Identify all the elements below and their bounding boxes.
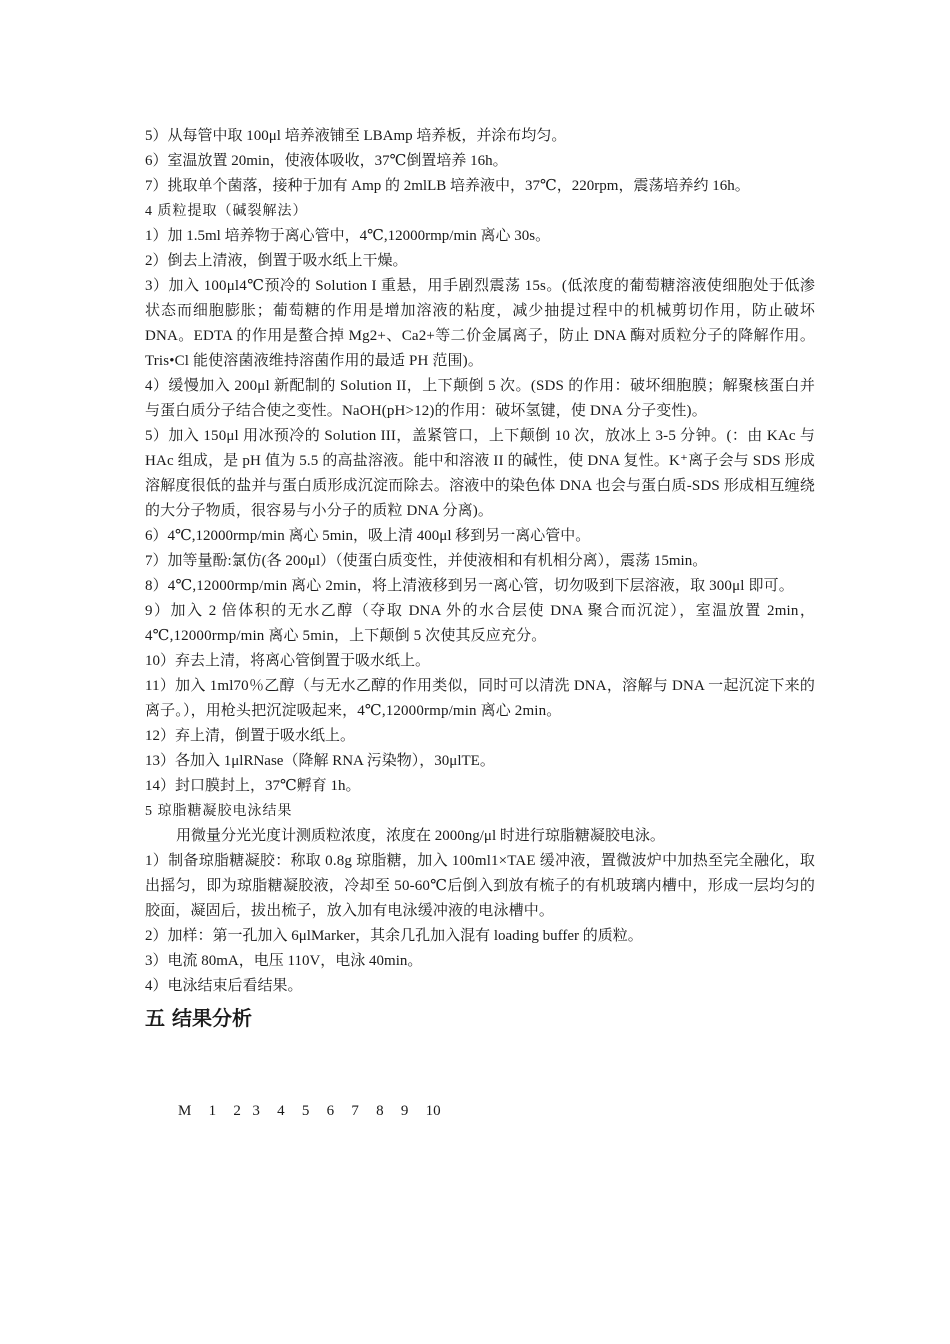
document-body [145,124,815,1035]
section-4-title: 4 质粒提取（碱裂解法） [145,204,308,219]
s5-step-4: 4）电泳结束后看结果。 [145,978,303,994]
section-5-title: 5 琼脂糖凝胶电泳结果 [145,804,293,819]
s4-step-1: 1）加 1.5ml 培养物于离心管中，4℃,12000rmp/min 离心 30s。 [145,228,551,244]
step-6-incubation: 6）室温放置 20min，使液体吸收，37℃倒置培养 16h。 [145,153,508,169]
step-7-culture: 7）挑取单个菌落，接种于加有 Amp 的 2mlLB 培养液中，37℃，220rpm，震荡培养约 16h。 [145,178,750,194]
s4-step-10: 10）弃去上清，将离心管倒置于吸水纸上。 [145,653,431,669]
s4-step-4: 4）缓慢加入 200μl 新配制的 Solution II，上下颠倒 5 次。(SDS 的作用：破坏细胞膜；解聚核蛋白并与蛋白质分子结合使之变性。NaOH(pH>12)的作用：破坏氢键，使 DNA 分子变性)。 [145,378,815,419]
s4-step-6: 6）4℃,12000rmp/min 离心 5min，吸上清 400μl 移到另一离心管中。 [145,528,591,544]
heading-results-analysis: 五 结果分析 [145,1006,252,1030]
s4-step-11: 11）加入 1ml70％乙醇（与无水乙醇的作用类似，同时可以清洗 DNA，溶解与 DNA 一起沉淀下来的离子。），用枪头把沉淀吸起来，4℃,12000rmp/min 离心 2min。 [145,678,815,719]
s4-step-8: 8）4℃,12000rmp/min 离心 2min，将上清液移到另一离心管，切勿吸到下层溶液，取 300μl 即可。 [145,578,794,594]
step-5-plating: 5）从每管中取 100μl 培养液铺至 LBAmp 培养板，并涂布均匀。 [145,128,567,144]
s5-intro: 用微量分光光度计测质粒浓度，浓度在 2000ng/μl 时进行琼脂糖凝胶电泳。 [176,828,665,844]
s4-step-12: 12）弃上清，倒置于吸水纸上。 [145,728,356,744]
s4-step-13: 13）各加入 1μlRNase（降解 RNA 污染物），30μlTE。 [145,753,495,769]
s4-step-14: 14）封口膜封上，37℃孵育 1h。 [145,778,361,794]
s4-step-2: 2）倒去上清液，倒置于吸水纸上干燥。 [145,253,408,269]
s5-step-2: 2）加样：第一孔加入 6μlMarker，其余几孔加入混有 loading buffer 的质粒。 [145,928,643,944]
s4-step-9: 9）加入 2 倍体积的无水乙醇（夺取 DNA 外的水合层使 DNA 聚合而沉淀），室温放置 2min，4℃,12000rmp/min 离心 5min，上下颠倒 5 次使其反应充分。 [145,603,815,644]
s5-step-3: 3）电流 80mA，电压 110V，电泳 40min。 [145,953,423,969]
gel-lane-labels: M 1 2 3 4 5 6 7 8 9 10 [178,1103,441,1119]
s5-step-1: 1）制备琼脂糖凝胶：称取 0.8g 琼脂糖，加入 100ml1×TAE 缓冲液，置微波炉中加热至完全融化，取出摇匀，即为琼脂糖凝胶液，冷却至 50-60℃后倒入到放有梳子的有机玻璃内槽中，形成一层均匀的胶面，凝固后，拔出梳子，放入加有电泳缓冲液的电泳槽中。 [145,853,815,919]
s4-step-7: 7）加等量酚:氯仿(各 200μl）（使蛋白质变性，并使液相和有机相分离），震荡 15min。 [145,553,708,569]
s4-step-3: 3）加入 100μl4℃预冷的 Solution I 重悬，用手剧烈震荡 15s。(低浓度的葡萄糖溶液使细胞处于低渗状态而细胞膨胀；葡萄糖的作用是增加溶液的粘度，减少抽提过程中的机械剪切作用，防止破坏 DNA。EDTA 的作用是螯合掉 Mg2+、Ca2+等二价金属离子，防止 DNA 酶对质粒分子的降解作用。Tris•Cl 能使溶菌液维持溶菌作用的最适 PH 范围)。 [145,278,815,369]
s4-step-5: 5）加入 150μl 用冰预冷的 Solution III，盖紧管口，上下颠倒 10 次，放冰上 3-5 分钟。(：由 KAc 与 HAc 组成，是 pH 值为 5.5 的高盐溶液。能中和溶液 II 的碱性，使 DNA 复性。K⁺离子会与 SDS 形成溶解度很低的盐并与蛋白质形成沉淀而除去。溶液中的染色体 DNA 也会与蛋白质-SDS 形成相互缠绕的大分子物质，很容易与小分子的质粒 DNA 分离)。 [145,428,815,519]
